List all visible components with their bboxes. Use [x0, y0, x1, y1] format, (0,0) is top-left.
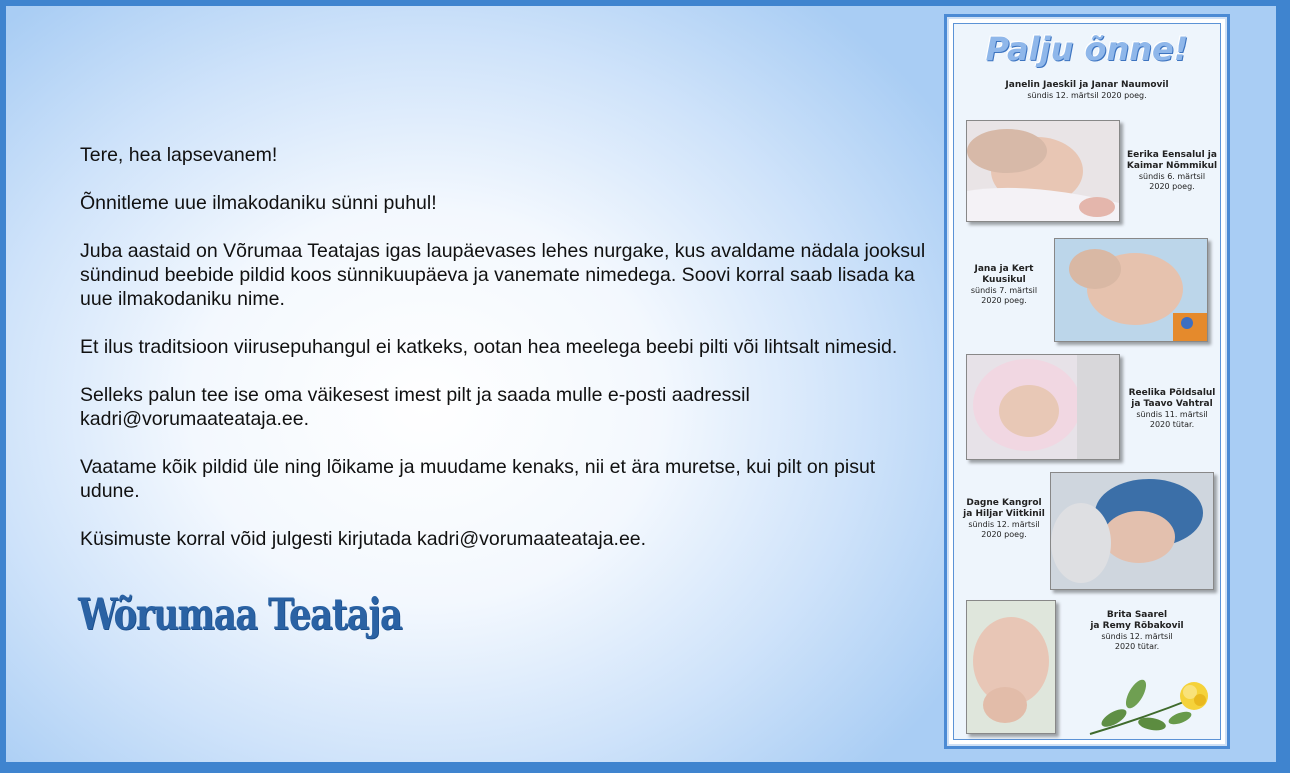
newspaper-clipping	[944, 14, 1230, 749]
top-caption-date: sündis 12. märtsil 2020 poeg.	[1027, 91, 1147, 100]
letter-paragraph-4: Selleks palun tee ise oma väikesest imest pilt ja saada mulle e-posti aadressil kadri@vorumaateataja.ee.	[80, 384, 750, 430]
letter-paragraph-6: Küsimuste korral võid julgesti kirjutada kadri@vorumaateataja.ee.	[80, 528, 647, 550]
letter-paragraph-5: Vaatame kõik pildid üle ning lõikame ja muudame kenaks, nii et ära muretse, kui pilt on pisut udune.	[80, 456, 876, 502]
vorumaa-teataja-logo: Wõrumaa Teataja	[78, 590, 402, 640]
clipping-top-caption	[954, 80, 1220, 101]
baby-caption-4: Dagne Kangrol ja Hiljar Viitkinil sündis 12. märtsil 2020 poeg.	[963, 498, 1045, 539]
top-caption-names: Janelin Jaeskil ja Janar Naumovil	[1005, 80, 1169, 90]
letter-paragraph-2: Juba aastaid on Võrumaa Teatajas igas laupäevases lehes nurgake, kus avaldame nädala jooksul sündinud beebide pildid koos sünnikuupäeva ja vanemate nimedega. Soovi korral saab lisada ka uue ilmakodaniku nime.	[80, 240, 926, 310]
baby-caption-3: Reelika Põldsalul ja Taavo Vahtral sündis 11. märtsil 2020 tütar.	[1128, 388, 1216, 429]
clipping-inner-border	[953, 23, 1221, 740]
yellow-rose-decoration	[1084, 674, 1214, 740]
baby-photo-3	[966, 354, 1120, 460]
baby-photo-1	[966, 120, 1120, 222]
baby-caption-5: Brita Saarel ja Remy Rõbakovil sündis 12. märtsil 2020 tütar.	[1090, 610, 1184, 651]
letter-paragraph-3: Et ilus traditsioon viirusepuhangul ei katkeks, ootan hea meelega beebi pilti või lihtsalt nimesid.	[80, 336, 898, 358]
baby-photo-2	[1054, 238, 1208, 342]
letter-paragraph-1: Õnnitleme uue ilmakodaniku sünni puhul!	[80, 192, 437, 214]
letter-greeting: Tere, hea lapsevanem!	[80, 144, 278, 166]
clipping-title: Palju õnne!	[985, 30, 1189, 68]
letter-text	[80, 143, 930, 575]
baby-photo-4	[1050, 472, 1214, 590]
baby-photo-5	[966, 600, 1056, 734]
baby-caption-1: Eerika Eensalul ja Kaimar Nõmmikul sündis 6. märtsil 2020 poeg.	[1126, 150, 1218, 191]
baby-caption-2: Jana ja Kert Kuusikul sündis 7. märtsil 2020 poeg.	[970, 264, 1038, 305]
